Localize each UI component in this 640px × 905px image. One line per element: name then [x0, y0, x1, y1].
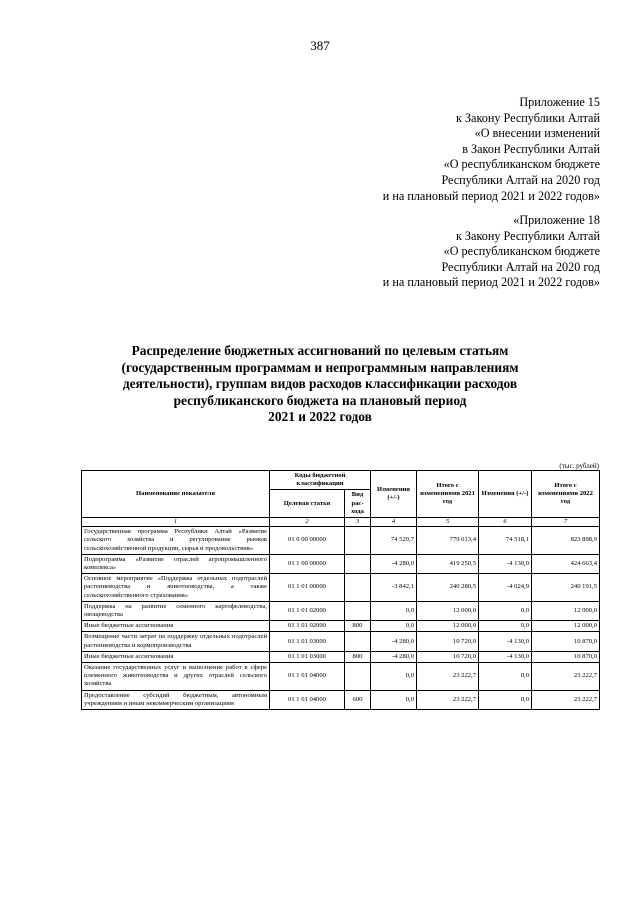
change-2021-cell: 0,0 [371, 690, 417, 709]
row-name-cell: Иные бюджетные ассигнования [82, 621, 270, 632]
budget-table [81, 470, 600, 710]
change-2022-cell: 0,0 [479, 663, 532, 691]
table-row [82, 554, 600, 573]
page-number: 387 [310, 38, 330, 53]
expense-type-cell [345, 601, 371, 620]
target-article-cell: 01 1 01 04000 [270, 690, 345, 709]
change-2021-cell: -3 842,1 [371, 574, 417, 602]
table-row [82, 621, 600, 632]
annex-line: и на плановый период 2021 и 2022 годов» [382, 188, 600, 203]
units-note: (тыс. рублей) [559, 462, 599, 470]
change-2022-cell: -4 130,0 [479, 651, 532, 662]
total-2021-cell: 12 000,0 [417, 621, 479, 632]
column-number: 7 [532, 518, 600, 527]
expense-type-cell: 800 [345, 651, 371, 662]
total-2021-cell: 10 720,0 [417, 651, 479, 662]
total-2021-cell: 419 250,5 [417, 554, 479, 573]
title-line: Распределение бюджетных ассигнований по целевым статьям [131, 343, 509, 358]
target-article-cell: 01 1 01 03000 [270, 632, 345, 651]
annex-line: «О республиканском бюджете [443, 157, 600, 172]
header-change-2021: Изменения (+/-) [371, 471, 417, 518]
column-numbers-row [82, 518, 600, 527]
column-number: 3 [345, 518, 371, 527]
change-2022-cell: 0,0 [479, 621, 532, 632]
title-line: республиканского бюджета на плановый период [173, 392, 467, 408]
row-name-cell: Поддержка на развитие семенного картофелеводства, овощеводства [82, 601, 270, 620]
change-2022-cell: 0,0 [479, 690, 532, 709]
total-2021-cell: 10 720,0 [417, 632, 479, 651]
column-number: 5 [417, 518, 479, 527]
row-name-cell: Основное мероприятие «Поддержка отдельных подотраслей растениеводства и животноводства, а также сельскохозяйственного страхования» [82, 574, 270, 602]
column-number: 2 [270, 518, 345, 527]
row-name-cell: Предоставление субсидий бюджетным, автономным учреждениям и иным некоммерческим организациям [82, 690, 270, 709]
total-2021-cell: 23 222,7 [417, 663, 479, 691]
annex-line: «Приложение 18 [513, 213, 600, 227]
change-2022-cell: 74 518,1 [479, 527, 532, 555]
column-number: 4 [371, 518, 417, 527]
row-name-cell: Государственная программа Республики Алтай «Развитие сельского хозяйства и регулирование рынков сельскохозяйственной продукции, сырья и продовольствия» [82, 527, 270, 555]
change-2021-cell: -4 280,0 [371, 554, 417, 573]
total-2022-cell: 240 191,5 [532, 574, 600, 602]
annex-line: «О республиканском бюджете [443, 244, 600, 259]
column-number: 1 [82, 518, 270, 527]
header-total-2022: Итого с изменениями 2022 год [532, 471, 600, 518]
row-name-cell: Иные бюджетные ассигнования [82, 651, 270, 662]
total-2022-cell: 10 870,0 [532, 651, 600, 662]
table-row [82, 632, 600, 651]
target-article-cell: 01 1 01 04000 [270, 663, 345, 691]
annex-line: «О внесении изменений [474, 126, 600, 141]
target-article-cell: 01 1 01 02000 [270, 601, 345, 620]
change-2022-cell: -4 130,0 [479, 554, 532, 573]
table-row [82, 527, 600, 555]
total-2022-cell: 23 222,7 [532, 663, 600, 691]
expense-type-cell [345, 527, 371, 555]
header-change-2022: Изменения (+/-) [479, 471, 532, 518]
table-row [82, 663, 600, 691]
total-2021-cell: 779 013,4 [417, 527, 479, 555]
table-row [82, 601, 600, 620]
title-line: деятельности), группам видов расходов классификации расходов [122, 376, 518, 392]
change-2021-cell: 0,0 [371, 601, 417, 620]
row-name-cell: Подпрограмма «Развитие отраслей агропромышленного комплекса» [82, 554, 270, 573]
total-2021-cell: 240 280,5 [417, 574, 479, 602]
table-row [82, 574, 600, 602]
change-2021-cell: 0,0 [371, 621, 417, 632]
expense-type-cell [345, 632, 371, 651]
header-name: Наименование показателя [82, 471, 270, 518]
annex-current-reference [383, 95, 600, 204]
row-name-cell: Возмещение части затрат на поддержку отдельных подотраслей растениеводства и кормопроизводства [82, 632, 270, 651]
change-2022-cell: -4 130,0 [479, 632, 532, 651]
annex-line: к Закону Республики Алтай [455, 110, 600, 125]
column-number: 6 [479, 518, 532, 527]
annex-line: в Закон Республики Алтай [462, 141, 600, 156]
total-2022-cell: 12 000,0 [532, 621, 600, 632]
change-2022-cell: 0,0 [479, 601, 532, 620]
total-2022-cell: 823 898,9 [532, 527, 600, 555]
header-target-article: Целевая статья [270, 490, 345, 518]
change-2021-cell: -4 280,0 [371, 651, 417, 662]
title-line: (государственным программам и непрограммным направлениям [121, 359, 519, 375]
change-2022-cell: -4 024,9 [479, 574, 532, 602]
change-2021-cell: -4 280,0 [371, 632, 417, 651]
document-title [90, 343, 550, 426]
annex-line: Приложение 15 [519, 95, 600, 109]
target-article-cell: 01 1 00 00000 [270, 554, 345, 573]
annex-line: к Закону Республики Алтай [455, 228, 600, 243]
header-codes-group: Коды бюджетной классификации [270, 471, 371, 490]
total-2022-cell: 23 222,7 [532, 690, 600, 709]
expense-type-cell: 600 [345, 690, 371, 709]
annex-line: Республики Алтай на 2020 год [441, 172, 600, 187]
target-article-cell: 01 0 00 00000 [270, 527, 345, 555]
expense-type-cell [345, 663, 371, 691]
header-expense-type: Вид рас-хода [345, 490, 371, 518]
header-total-2021: Итого с изменениями 2021 год [417, 471, 479, 518]
total-2021-cell: 23 222,7 [417, 690, 479, 709]
annex-line: Республики Алтай на 2020 год [441, 259, 600, 274]
total-2022-cell: 424 663,4 [532, 554, 600, 573]
target-article-cell: 01 1 01 00000 [270, 574, 345, 602]
table-row [82, 690, 600, 709]
total-2021-cell: 12 000,0 [417, 601, 479, 620]
annex-line: и на плановый период 2021 и 2022 годов» [382, 275, 600, 290]
row-name-cell: Оказание государственных услуг и выполнение работ в сфере племенного животноводства и других отраслей сельского хозяйства [82, 663, 270, 691]
total-2022-cell: 10 870,0 [532, 632, 600, 651]
target-article-cell: 01 1 01 02000 [270, 621, 345, 632]
expense-type-cell: 800 [345, 621, 371, 632]
title-line: 2021 и 2022 годов [268, 409, 372, 425]
annex-original-reference [383, 213, 600, 291]
total-2022-cell: 12 000,0 [532, 601, 600, 620]
change-2021-cell: 74 529,7 [371, 527, 417, 555]
expense-type-cell [345, 574, 371, 602]
expense-type-cell [345, 554, 371, 573]
change-2021-cell: 0,0 [371, 663, 417, 691]
target-article-cell: 01 1 01 03000 [270, 651, 345, 662]
table-row [82, 651, 600, 662]
